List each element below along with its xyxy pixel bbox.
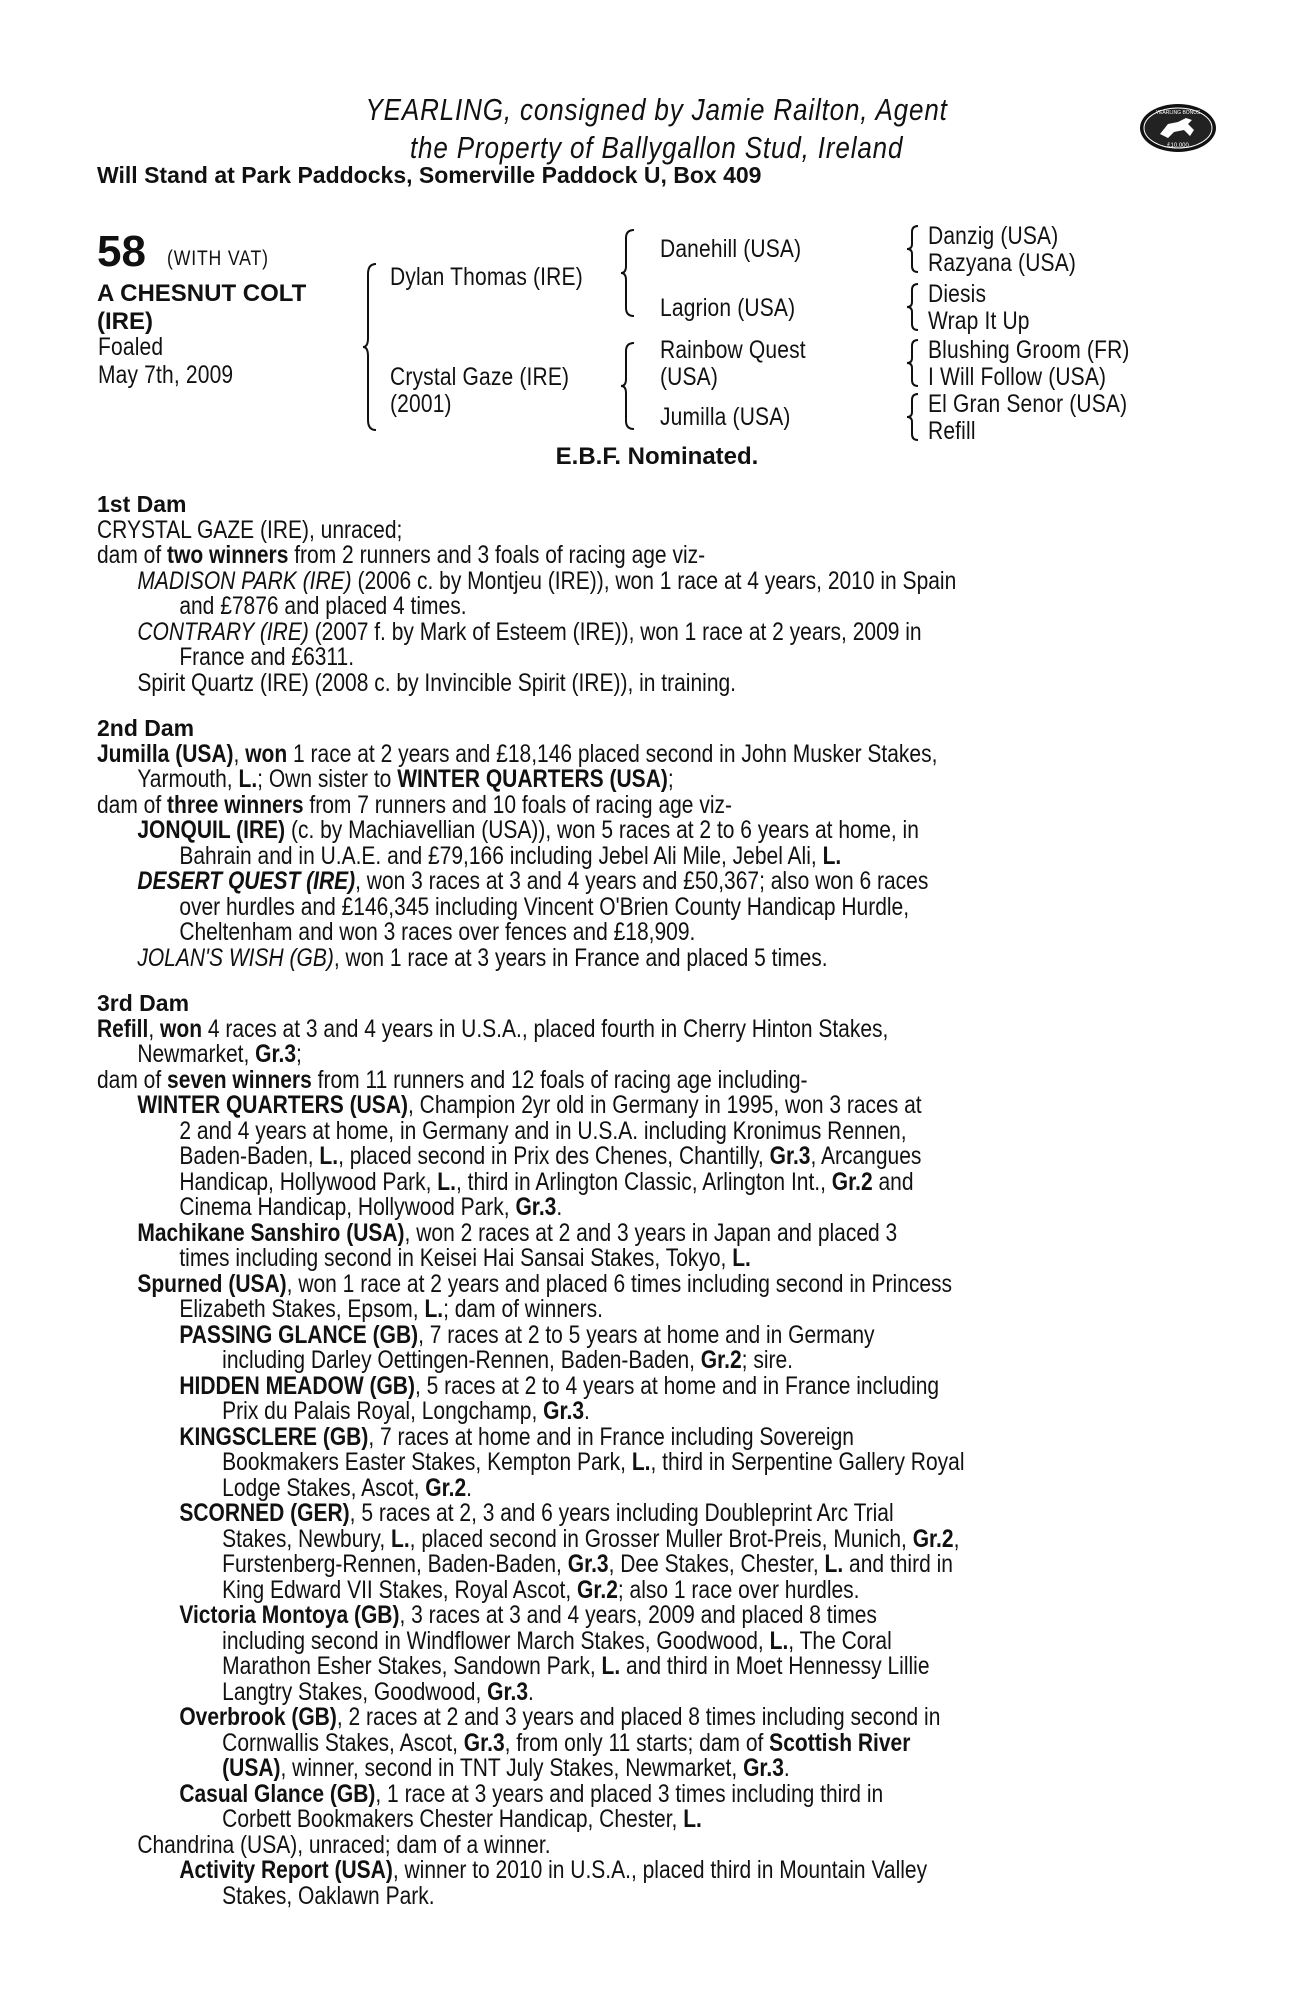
record-text: and (872, 1167, 914, 1196)
record-text: , (148, 1014, 161, 1043)
record-line (97, 1501, 1038, 1527)
pedigree-sire-sire: Danehill (USA) (660, 235, 802, 263)
record-line (97, 1728, 1038, 1757)
record-text: , 7 races at 2 to 5 years at home and in Germany (418, 1320, 875, 1349)
record-line (97, 566, 1038, 595)
record-text: Overbrook (GB) (179, 1703, 337, 1731)
record-text: . (584, 1397, 590, 1425)
record-text: , 1 race at 3 years and placed 3 times including third in (375, 1779, 884, 1808)
record-text: including second in Windflower March Stakes, Goodwood, (222, 1626, 770, 1655)
record-text: from 7 runners and 10 foals of racing age viz- (303, 790, 732, 819)
record-line (97, 1603, 1038, 1629)
record-text: including Darley Oettingen-Rennen, Baden-Baden, (222, 1346, 701, 1374)
record-line (97, 1371, 1038, 1400)
record-line (97, 1093, 1038, 1119)
record-line (97, 1042, 1038, 1068)
lot-number: 58 (97, 227, 146, 276)
record-text: CONTRARY (IRE) (137, 617, 309, 646)
record-text: WINTER QUARTERS (USA) (137, 1091, 408, 1119)
record-line (97, 767, 1038, 793)
record-text: Gr.2 (912, 1524, 954, 1553)
dam-section (97, 716, 1217, 971)
record-text: . (528, 1677, 534, 1706)
record-text: ; (296, 1040, 302, 1068)
pedigree-brace-g1 (906, 224, 920, 274)
record-text: Gr.3 (515, 1193, 557, 1221)
pedigree-dam-sire-country: (USA) (660, 363, 719, 391)
record-text: Handicap, Hollywood Park, (179, 1167, 438, 1196)
record-text: won (245, 739, 288, 768)
record-line (97, 515, 1038, 544)
record-line (97, 1677, 1038, 1706)
record-text: Langtry Stakes, Goodwood, (222, 1677, 488, 1706)
record-text: Casual Glance (GB) (179, 1779, 376, 1808)
record-text: dam of (97, 1065, 168, 1094)
record-text: Refill (97, 1014, 149, 1043)
pedigree-gen3-8: Refill (928, 417, 976, 445)
record-line (97, 594, 1038, 620)
record-line (97, 1195, 1038, 1221)
record-text: and £7876 and placed 4 times. (179, 592, 467, 620)
record-text: Bahrain and in U.A.E. and £79,166 including Jebel Ali Mile, Jebel Ali, (179, 841, 823, 870)
pedigree-gen3-5: Blushing Groom (FR) (928, 336, 1130, 364)
record-line (97, 1144, 1038, 1170)
record-line (97, 1626, 1038, 1655)
record-text: L. (631, 1448, 651, 1476)
record-text: (USA) (222, 1754, 281, 1782)
record-text: Lodge Stakes, Ascot, (222, 1473, 426, 1502)
record-text: ; also 1 race over hurdles. (617, 1575, 860, 1604)
record-text: , (233, 739, 246, 768)
record-text: 2 and 4 years at home, in Germany and in U.S.A. including Kronimus Rennen, (179, 1116, 907, 1145)
record-text: , Dee Stakes, Chester, (608, 1550, 825, 1578)
record-line (97, 1269, 1038, 1298)
foaled-info: Foaled May 7th, 2009 (98, 333, 234, 389)
record-text: Gr.3 (567, 1550, 609, 1578)
record-text: Gr.2 (425, 1473, 467, 1502)
record-line (97, 790, 1038, 819)
record-text: L. (683, 1805, 702, 1833)
record-line (97, 1473, 1038, 1502)
dam-section (97, 492, 1217, 696)
record-text: Newmarket, (137, 1040, 256, 1068)
pedigree-gen3-7: El Gran Senor (USA) (928, 390, 1128, 418)
record-line (97, 869, 1038, 895)
record-line (97, 1881, 1038, 1910)
pedigree-dam-sire: Rainbow Quest (660, 336, 806, 364)
record-line (97, 1246, 1038, 1272)
pedigree-brace-dam (620, 341, 636, 431)
pedigree-gen3-2: Razyana (USA) (928, 249, 1077, 277)
lot-vat: (WITH VAT) (167, 247, 269, 270)
record-line (97, 1014, 1038, 1043)
record-line (97, 1297, 1038, 1323)
pedigree-brace-main (362, 262, 378, 432)
pedigree-brace-g2 (906, 282, 920, 332)
pedigree-gen3-4: Wrap It Up (928, 307, 1030, 335)
record-text: Bookmakers Easter Stakes, Kempton Park, (222, 1448, 632, 1476)
record-line (97, 543, 1038, 569)
section-heading: 1st Dam (97, 491, 187, 517)
record-text: Yarmouth, (137, 765, 239, 793)
record-text: , winner, second in TNT July Stakes, Newmarket, (280, 1754, 744, 1782)
record-text: , won 3 races at 3 and 4 years and £50,367; also won 6 races (355, 867, 929, 895)
record-text: from 11 runners and 12 foals of racing age including- (311, 1065, 808, 1094)
svg-text:£10,000: £10,000 (1167, 143, 1189, 149)
record-line (97, 1320, 1038, 1349)
pedigree-sire: Dylan Thomas (IRE) (390, 263, 583, 291)
record-text: Gr.3 (255, 1040, 297, 1068)
record-text: Furstenberg-Rennen, Baden-Baden, (222, 1550, 568, 1578)
record-text: France and £6311. (179, 643, 355, 671)
record-text: Machikane Sanshiro (USA) (137, 1218, 405, 1247)
record-text: L. (822, 841, 842, 870)
header-stand-location: Will Stand at Park Paddocks, Somerville Paddock U, Box 409 (97, 162, 762, 188)
record-text: L. (437, 1167, 456, 1196)
record-text: Gr.3 (463, 1728, 505, 1757)
record-text: KINGSCLERE (GB) (179, 1422, 369, 1451)
record-line (97, 1779, 1038, 1808)
record-text: ; dam of winners. (443, 1295, 604, 1323)
record-text: dam of (97, 790, 168, 819)
record-text: . (783, 1754, 790, 1782)
record-text: Gr.3 (769, 1142, 811, 1170)
pedigree-gen3-6: I Will Follow (USA) (928, 363, 1107, 391)
record-text: King Edward VII Stakes, Royal Ascot, (222, 1575, 578, 1604)
header-property: the Property of Ballygallon Stud, Ireland (410, 130, 904, 165)
record-text: 4 races at 3 and 4 years in U.S.A., placed fourth in Cherry Hinton Stakes, (202, 1014, 889, 1043)
record-line (97, 1218, 1038, 1247)
pedigree-brace-sire (620, 228, 636, 318)
record-text: , 3 races at 3 and 4 years, 2009 and placed 8 times (399, 1601, 877, 1629)
record-line (97, 1575, 1038, 1604)
record-text: Spirit Quartz (IRE) (2008 c. by Invincible Spirit (IRE)), in training. (137, 668, 737, 697)
record-line (97, 1830, 1038, 1859)
record-text: 1 race at 2 years and £18,146 placed second in John Musker Stakes, (287, 739, 938, 768)
record-text: SCORNED (GER) (179, 1499, 350, 1527)
pedigree-brace-g3 (906, 338, 920, 388)
record-text: , third in Arlington Classic, Arlington Int., (455, 1167, 832, 1196)
record-text: Marathon Esher Stakes, Sandown Park, (222, 1652, 602, 1680)
record-text: , Champion 2yr old in Germany in 1995, won 3 races at (407, 1091, 922, 1119)
record-text: from 2 runners and 3 foals of racing age viz- (288, 541, 706, 569)
record-text: L. (824, 1550, 844, 1578)
record-text: JONQUIL (IRE) (137, 816, 286, 844)
record-line (97, 1116, 1038, 1145)
record-text: (2006 c. by Montjeu (IRE)), won 1 race at 4 years, 2010 in Spain (351, 566, 957, 595)
record-text: Cornwallis Stakes, Ascot, (222, 1728, 464, 1757)
lot-title: A CHESNUT COLT (IRE) (97, 280, 307, 335)
record-text: , 2 races at 2 and 3 years and placed 8 times including second in (336, 1703, 941, 1731)
record-text: and third in Moet Hennessy Lillie (620, 1652, 930, 1680)
record-text: MADISON PARK (IRE) (137, 566, 352, 595)
record-text: (2007 f. by Mark of Esteem (IRE)), won 1 race at 2 years, 2009 in (308, 617, 922, 646)
record-text: ; (667, 765, 674, 793)
svg-text:YEARLING BONUS: YEARLING BONUS (1155, 110, 1201, 116)
record-text: Baden-Baden, (179, 1142, 320, 1170)
record-text: . (556, 1193, 563, 1221)
record-text: ; Own sister to (257, 765, 398, 793)
record-text: two winners (167, 541, 289, 569)
record-text: Cinema Handicap, Hollywood Park, (179, 1193, 516, 1221)
record-text: L. (732, 1244, 751, 1272)
record-text: , The Coral (788, 1626, 892, 1655)
section-heading: 2nd Dam (97, 715, 195, 741)
pedigree-brace-g4 (906, 392, 920, 442)
record-text: , from only 11 starts; dam of (504, 1728, 770, 1757)
record-text: HIDDEN MEADOW (GB) (179, 1371, 415, 1400)
record-text: Gr.3 (743, 1754, 784, 1782)
record-text: Gr.2 (700, 1346, 742, 1374)
pedigree-dam-year: (2001) (390, 390, 452, 418)
record-text: L. (238, 765, 258, 793)
record-line (97, 943, 1038, 972)
pedigree-dam-dam: Jumilla (USA) (660, 403, 791, 431)
record-text: Elizabeth Stakes, Epsom, (179, 1295, 425, 1323)
record-text: , third in Serpentine Gallery Royal (650, 1448, 965, 1476)
pedigree-gen3-3: Diesis (928, 280, 987, 308)
record-text: L. (769, 1626, 789, 1655)
record-line (97, 818, 1038, 844)
record-text: , Arcangues (810, 1142, 922, 1170)
record-text: DESERT QUEST (IRE) (137, 867, 356, 895)
pedigree-sire-dam: Lagrion (USA) (660, 294, 796, 322)
record-text: Prix du Palais Royal, Longchamp, (222, 1397, 544, 1425)
record-text: over hurdles and £146,345 including Vincent O'Brien County Handicap Hurdle, (179, 892, 910, 921)
record-line (97, 1705, 1038, 1731)
record-line (97, 1654, 1038, 1680)
record-line (97, 1552, 1038, 1578)
record-text: Gr.2 (577, 1575, 618, 1604)
record-text: , won 1 race at 2 years and placed 6 times including second in Princess (286, 1269, 953, 1298)
record-line (97, 1422, 1038, 1451)
record-text: , winner to 2010 in U.S.A., placed third in Mountain Valley (392, 1856, 928, 1884)
record-text: L. (601, 1652, 621, 1680)
record-text: (c. by Machiavellian (USA)), won 5 races at 2 to 6 years at home, in (285, 816, 919, 844)
pedigree-dam: Crystal Gaze (IRE) (390, 363, 570, 391)
record-text: , 5 races at 2 to 4 years at home and in France including (414, 1371, 940, 1400)
record-line (97, 645, 1038, 671)
record-text: L. (391, 1524, 410, 1553)
record-text: Cheltenham and won 3 races over fences and £18,909. (179, 918, 696, 946)
record-text: Spurned (USA) (137, 1269, 287, 1298)
record-text: times including second in Keisei Hai Sansai Stakes, Tokyo, (179, 1244, 733, 1272)
record-text: PASSING GLANCE (GB) (179, 1320, 419, 1349)
record-text: three winners (167, 790, 304, 819)
record-line (97, 1065, 1038, 1094)
produce-record (97, 492, 1217, 1909)
record-text: and third in (843, 1550, 953, 1578)
record-line (97, 739, 1038, 768)
ebf-nominated: E.B.F. Nominated. (555, 443, 759, 470)
record-line (97, 892, 1038, 921)
record-line (97, 1167, 1038, 1196)
record-text: Gr.3 (543, 1397, 585, 1425)
record-text: Victoria Montoya (GB) (179, 1601, 400, 1629)
record-text: , 5 races at 2, 3 and 6 years including Doubleprint Arc Trial (349, 1499, 894, 1527)
record-text: dam of (97, 541, 168, 569)
record-text: , won 1 race at 3 years in France and placed 5 times. (333, 943, 828, 972)
record-line (97, 841, 1038, 870)
record-text: seven winners (167, 1065, 312, 1094)
yearling-bonus-logo (1138, 100, 1218, 156)
record-line (97, 920, 1038, 946)
record-text: L. (319, 1142, 339, 1170)
record-text: CRYSTAL GAZE (IRE), unraced; (97, 515, 403, 544)
record-text: , won 2 races at 2 and 3 years in Japan and placed 3 (404, 1218, 898, 1247)
dam-section (97, 991, 1217, 1909)
record-line (97, 1450, 1038, 1476)
record-line (97, 1348, 1038, 1374)
pedigree-gen3-1: Danzig (USA) (928, 222, 1059, 250)
record-line (97, 1858, 1038, 1884)
record-text: Chandrina (USA), unraced; dam of a winner. (137, 1830, 551, 1859)
record-text: Activity Report (USA) (179, 1856, 393, 1884)
record-text: , 7 races at home and in France including Sovereign (368, 1422, 854, 1451)
record-text: Stakes, Oaklawn Park. (222, 1881, 435, 1910)
record-text: , placed second in Prix des Chenes, Chantilly, (338, 1142, 770, 1170)
record-line (97, 617, 1038, 646)
record-line (97, 1524, 1038, 1553)
record-line (97, 1399, 1038, 1425)
record-text: ; sire. (741, 1346, 794, 1374)
record-text: Scottish River (769, 1728, 911, 1757)
record-text: Jumilla (USA) (97, 739, 234, 768)
record-line (97, 1807, 1038, 1833)
record-text: Gr.3 (487, 1677, 529, 1706)
record-text: Stakes, Newbury, (222, 1524, 392, 1553)
record-text: Corbett Bookmakers Chester Handicap, Chester, (222, 1805, 684, 1833)
record-text: , (953, 1524, 960, 1553)
record-text: L. (424, 1295, 444, 1323)
record-line (97, 668, 1038, 697)
record-text: , placed second in Grosser Muller Brot-Preis, Munich, (409, 1524, 913, 1553)
record-text: won (160, 1014, 203, 1043)
record-text: JOLAN'S WISH (GB) (137, 943, 334, 972)
record-text: . (466, 1473, 473, 1502)
record-text: Gr.2 (831, 1167, 873, 1196)
section-heading: 3rd Dam (97, 990, 190, 1016)
record-line (97, 1756, 1038, 1782)
header-consignor: YEARLING, consigned by Jamie Railton, Agent (365, 92, 949, 127)
record-text: WINTER QUARTERS (USA) (397, 765, 668, 793)
